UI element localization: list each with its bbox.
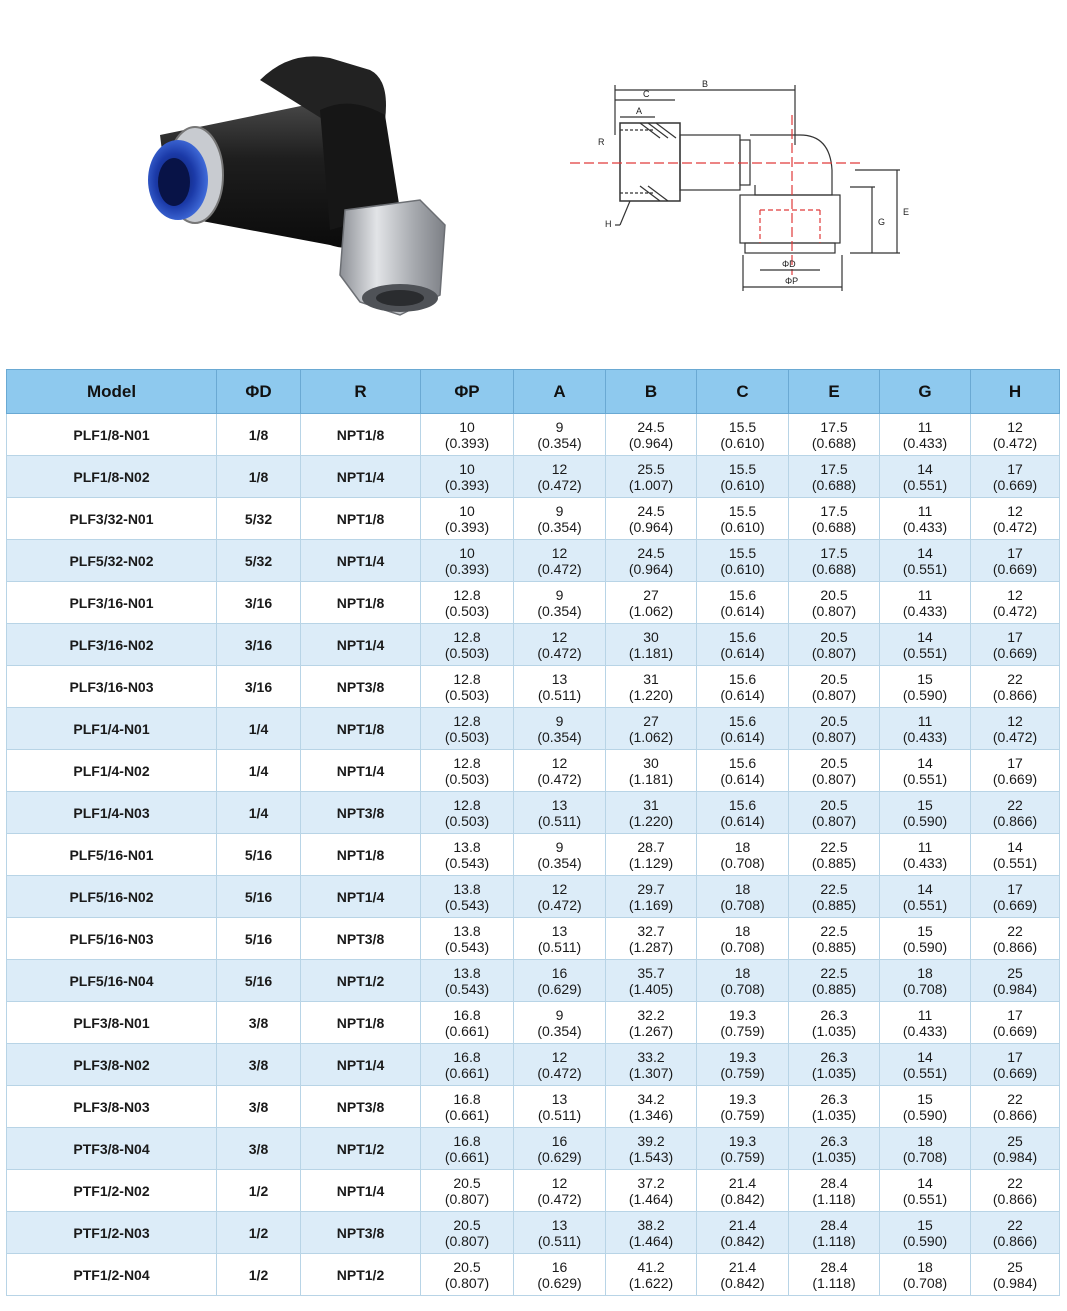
table-cell-dimension: 14 (0.551) [880, 540, 971, 582]
table-cell-dimension: 10 (0.393) [421, 456, 514, 498]
table-cell-dimension: 20.5 (0.807) [421, 1254, 514, 1296]
table-row [7, 1044, 1060, 1086]
table-cell-model: PLF1/8-N02 [7, 456, 217, 498]
table-cell-model: PLF1/4-N02 [7, 750, 217, 792]
table-cell-dimension: 13.8 (0.543) [421, 918, 514, 960]
table-cell-model: PLF5/16-N01 [7, 834, 217, 876]
spec-table [6, 369, 1060, 1296]
table-cell-dimension: 17 (0.669) [971, 1002, 1060, 1044]
table-cell-dimension: 25 (0.984) [971, 1254, 1060, 1296]
table-cell-dimension: 16.8 (0.661) [421, 1086, 514, 1128]
table-cell-thread: NPT1/4 [301, 1044, 421, 1086]
table-cell-dimension: 12 (0.472) [971, 582, 1060, 624]
column-header: B [606, 370, 697, 414]
table-cell-dimension: 15 (0.590) [880, 1086, 971, 1128]
table-cell-dimension: 21.4 (0.842) [697, 1170, 789, 1212]
table-cell-dimension: 15.5 (0.610) [697, 540, 789, 582]
table-cell-dimension: 16.8 (0.661) [421, 1128, 514, 1170]
table-cell-dimension: 17 (0.669) [971, 750, 1060, 792]
table-cell-tube-diameter: 1/8 [217, 414, 301, 456]
table-cell-dimension: 20.5 (0.807) [789, 708, 880, 750]
table-cell-dimension: 14 (0.551) [880, 624, 971, 666]
table-cell-thread: NPT1/4 [301, 624, 421, 666]
table-cell-thread: NPT1/4 [301, 456, 421, 498]
table-cell-dimension: 26.3 (1.035) [789, 1128, 880, 1170]
table-cell-dimension: 34.2 (1.346) [606, 1086, 697, 1128]
table-cell-tube-diameter: 3/16 [217, 582, 301, 624]
table-cell-dimension: 12 (0.472) [514, 540, 606, 582]
table-cell-dimension: 11 (0.433) [880, 708, 971, 750]
table-cell-dimension: 24.5 (0.964) [606, 414, 697, 456]
table-cell-dimension: 15.5 (0.610) [697, 498, 789, 540]
table-cell-dimension: 14 (0.551) [880, 1170, 971, 1212]
table-cell-dimension: 18 (0.708) [697, 834, 789, 876]
table-cell-dimension: 15 (0.590) [880, 1212, 971, 1254]
table-cell-dimension: 32.7 (1.287) [606, 918, 697, 960]
table-cell-model: PLF5/32-N02 [7, 540, 217, 582]
table-cell-dimension: 19.3 (0.759) [697, 1002, 789, 1044]
table-row [7, 1002, 1060, 1044]
table-cell-dimension: 37.2 (1.464) [606, 1170, 697, 1212]
table-cell-thread: NPT1/2 [301, 1254, 421, 1296]
table-cell-thread: NPT1/8 [301, 1002, 421, 1044]
table-cell-dimension: 10 (0.393) [421, 498, 514, 540]
table-cell-dimension: 12.8 (0.503) [421, 666, 514, 708]
table-cell-dimension: 14 (0.551) [880, 456, 971, 498]
table-cell-dimension: 29.7 (1.169) [606, 876, 697, 918]
drawing-label: A [636, 106, 643, 116]
table-cell-dimension: 24.5 (0.964) [606, 540, 697, 582]
table-cell-dimension: 13 (0.511) [514, 792, 606, 834]
table-cell-dimension: 20.5 (0.807) [421, 1170, 514, 1212]
table-cell-thread: NPT3/8 [301, 666, 421, 708]
table-cell-dimension: 22 (0.866) [971, 1170, 1060, 1212]
table-cell-dimension: 20.5 (0.807) [789, 624, 880, 666]
table-cell-dimension: 18 (0.708) [697, 960, 789, 1002]
table-cell-dimension: 20.5 (0.807) [789, 750, 880, 792]
table-cell-dimension: 30 (1.181) [606, 750, 697, 792]
table-cell-model: PLF1/4-N01 [7, 708, 217, 750]
table-cell-dimension: 14 (0.551) [880, 1044, 971, 1086]
table-cell-thread: NPT3/8 [301, 792, 421, 834]
column-header: Model [7, 370, 217, 414]
table-cell-tube-diameter: 1/4 [217, 750, 301, 792]
table-row [7, 1212, 1060, 1254]
drawing-label: E [903, 207, 910, 217]
table-cell-dimension: 12 (0.472) [971, 498, 1060, 540]
table-row [7, 876, 1060, 918]
table-cell-tube-diameter: 1/2 [217, 1212, 301, 1254]
table-cell-tube-diameter: 3/8 [217, 1086, 301, 1128]
drawing-label: ΦP [785, 276, 799, 286]
table-cell-dimension: 32.2 (1.267) [606, 1002, 697, 1044]
drawing-label: H [605, 219, 612, 229]
table-row [7, 834, 1060, 876]
table-cell-tube-diameter: 5/16 [217, 918, 301, 960]
table-cell-dimension: 16.8 (0.661) [421, 1002, 514, 1044]
table-cell-dimension: 18 (0.708) [697, 918, 789, 960]
table-cell-dimension: 22.5 (0.885) [789, 834, 880, 876]
table-cell-dimension: 15 (0.590) [880, 666, 971, 708]
table-cell-dimension: 11 (0.433) [880, 582, 971, 624]
table-cell-model: PLF3/8-N01 [7, 1002, 217, 1044]
table-cell-dimension: 41.2 (1.622) [606, 1254, 697, 1296]
table-row [7, 540, 1060, 582]
table-cell-dimension: 17 (0.669) [971, 624, 1060, 666]
table-cell-dimension: 18 (0.708) [880, 1254, 971, 1296]
table-row [7, 708, 1060, 750]
table-cell-dimension: 15.6 (0.614) [697, 750, 789, 792]
table-row [7, 1254, 1060, 1296]
table-cell-dimension: 19.3 (0.759) [697, 1044, 789, 1086]
column-header: ΦD [217, 370, 301, 414]
table-cell-dimension: 12.8 (0.503) [421, 750, 514, 792]
table-cell-dimension: 9 (0.354) [514, 582, 606, 624]
table-cell-dimension: 17 (0.669) [971, 456, 1060, 498]
table-cell-dimension: 25 (0.984) [971, 1128, 1060, 1170]
table-cell-dimension: 14 (0.551) [880, 750, 971, 792]
table-cell-dimension: 15.5 (0.610) [697, 414, 789, 456]
table-cell-thread: NPT1/8 [301, 834, 421, 876]
table-cell-dimension: 13 (0.511) [514, 666, 606, 708]
table-cell-thread: NPT1/8 [301, 708, 421, 750]
table-cell-dimension: 24.5 (0.964) [606, 498, 697, 540]
table-cell-dimension: 20.5 (0.807) [789, 582, 880, 624]
table-cell-dimension: 12 (0.472) [514, 876, 606, 918]
table-cell-dimension: 22 (0.866) [971, 792, 1060, 834]
table-cell-dimension: 12 (0.472) [514, 1044, 606, 1086]
table-cell-dimension: 13 (0.511) [514, 1086, 606, 1128]
table-cell-dimension: 9 (0.354) [514, 708, 606, 750]
table-cell-dimension: 17.5 (0.688) [789, 456, 880, 498]
drawing-label: C [643, 89, 650, 99]
table-cell-tube-diameter: 3/16 [217, 666, 301, 708]
table-cell-tube-diameter: 3/16 [217, 624, 301, 666]
table-cell-dimension: 15.6 (0.614) [697, 792, 789, 834]
table-cell-thread: NPT1/8 [301, 498, 421, 540]
table-row [7, 918, 1060, 960]
table-cell-dimension: 18 (0.708) [880, 1128, 971, 1170]
table-cell-tube-diameter: 5/16 [217, 960, 301, 1002]
table-cell-dimension: 17 (0.669) [971, 876, 1060, 918]
table-cell-tube-diameter: 1/8 [217, 456, 301, 498]
table-cell-thread: NPT3/8 [301, 918, 421, 960]
table-cell-dimension: 19.3 (0.759) [697, 1128, 789, 1170]
table-cell-thread: NPT1/8 [301, 582, 421, 624]
table-cell-thread: NPT1/4 [301, 1170, 421, 1212]
table-cell-dimension: 10 (0.393) [421, 414, 514, 456]
table-cell-dimension: 33.2 (1.307) [606, 1044, 697, 1086]
table-cell-model: PLF5/16-N04 [7, 960, 217, 1002]
table-cell-dimension: 17.5 (0.688) [789, 414, 880, 456]
table-row [7, 960, 1060, 1002]
table-cell-dimension: 11 (0.433) [880, 498, 971, 540]
table-cell-thread: NPT1/4 [301, 540, 421, 582]
table-cell-dimension: 13.8 (0.543) [421, 834, 514, 876]
table-cell-model: PTF1/2-N04 [7, 1254, 217, 1296]
table-cell-dimension: 20.5 (0.807) [789, 666, 880, 708]
table-body [7, 414, 1060, 1296]
table-cell-dimension: 16 (0.629) [514, 1254, 606, 1296]
table-row [7, 624, 1060, 666]
table-row [7, 1086, 1060, 1128]
table-cell-dimension: 35.7 (1.405) [606, 960, 697, 1002]
table-cell-dimension: 25.5 (1.007) [606, 456, 697, 498]
table-cell-thread: NPT1/8 [301, 414, 421, 456]
table-cell-dimension: 12.8 (0.503) [421, 792, 514, 834]
table-cell-tube-diameter: 5/16 [217, 876, 301, 918]
column-header: C [697, 370, 789, 414]
table-cell-dimension: 31 (1.220) [606, 666, 697, 708]
table-cell-dimension: 18 (0.708) [697, 876, 789, 918]
table-header-row [7, 370, 1060, 414]
table-cell-dimension: 17.5 (0.688) [789, 540, 880, 582]
table-cell-model: PLF3/16-N02 [7, 624, 217, 666]
table-cell-model: PTF3/8-N04 [7, 1128, 217, 1170]
table-cell-dimension: 20.5 (0.807) [421, 1212, 514, 1254]
table-cell-thread: NPT3/8 [301, 1086, 421, 1128]
table-cell-dimension: 15.6 (0.614) [697, 582, 789, 624]
table-cell-dimension: 9 (0.354) [514, 414, 606, 456]
table-cell-thread: NPT1/2 [301, 1128, 421, 1170]
table-cell-tube-diameter: 5/16 [217, 834, 301, 876]
table-cell-model: PLF3/16-N01 [7, 582, 217, 624]
product-photo [100, 40, 520, 330]
drawing-label: ΦD [782, 259, 796, 269]
table-cell-dimension: 15.6 (0.614) [697, 624, 789, 666]
table-cell-dimension: 13 (0.511) [514, 1212, 606, 1254]
table-cell-dimension: 38.2 (1.464) [606, 1212, 697, 1254]
table-cell-model: PLF3/32-N01 [7, 498, 217, 540]
table-cell-dimension: 31 (1.220) [606, 792, 697, 834]
table-cell-dimension: 39.2 (1.543) [606, 1128, 697, 1170]
table-cell-tube-diameter: 1/4 [217, 792, 301, 834]
table-cell-dimension: 21.4 (0.842) [697, 1254, 789, 1296]
table-cell-model: PTF1/2-N03 [7, 1212, 217, 1254]
table-cell-dimension: 22.5 (0.885) [789, 960, 880, 1002]
table-cell-dimension: 12 (0.472) [971, 414, 1060, 456]
table-cell-tube-diameter: 3/8 [217, 1128, 301, 1170]
table-cell-dimension: 15.5 (0.610) [697, 456, 789, 498]
table-cell-dimension: 15.6 (0.614) [697, 666, 789, 708]
table-row [7, 792, 1060, 834]
table-cell-dimension: 28.4 (1.118) [789, 1212, 880, 1254]
table-cell-model: PLF3/16-N03 [7, 666, 217, 708]
table-cell-dimension: 12 (0.472) [514, 456, 606, 498]
table-cell-tube-diameter: 5/32 [217, 498, 301, 540]
table-cell-dimension: 13.8 (0.543) [421, 876, 514, 918]
column-header: ΦP [421, 370, 514, 414]
technical-drawing [560, 75, 940, 305]
table-cell-model: PTF1/2-N02 [7, 1170, 217, 1212]
table-cell-dimension: 21.4 (0.842) [697, 1212, 789, 1254]
table-cell-dimension: 26.3 (1.035) [789, 1086, 880, 1128]
table-cell-dimension: 10 (0.393) [421, 540, 514, 582]
column-header: G [880, 370, 971, 414]
table-cell-dimension: 22 (0.866) [971, 666, 1060, 708]
table-cell-dimension: 14 (0.551) [971, 834, 1060, 876]
table-cell-thread: NPT1/4 [301, 750, 421, 792]
table-cell-thread: NPT1/4 [301, 876, 421, 918]
table-cell-dimension: 17 (0.669) [971, 540, 1060, 582]
table-cell-dimension: 12 (0.472) [514, 624, 606, 666]
table-cell-dimension: 22 (0.866) [971, 1086, 1060, 1128]
drawing-label: R [598, 137, 605, 147]
table-row [7, 498, 1060, 540]
table-cell-dimension: 22 (0.866) [971, 918, 1060, 960]
table-cell-dimension: 14 (0.551) [880, 876, 971, 918]
table-cell-dimension: 12 (0.472) [514, 1170, 606, 1212]
table-cell-dimension: 25 (0.984) [971, 960, 1060, 1002]
table-cell-tube-diameter: 1/4 [217, 708, 301, 750]
table-cell-dimension: 22 (0.866) [971, 1212, 1060, 1254]
table-cell-dimension: 28.7 (1.129) [606, 834, 697, 876]
table-cell-dimension: 28.4 (1.118) [789, 1254, 880, 1296]
column-header: H [971, 370, 1060, 414]
table-cell-dimension: 17 (0.669) [971, 1044, 1060, 1086]
table-cell-dimension: 26.3 (1.035) [789, 1044, 880, 1086]
table-cell-tube-diameter: 1/2 [217, 1254, 301, 1296]
table-cell-dimension: 27 (1.062) [606, 582, 697, 624]
table-row [7, 414, 1060, 456]
table-cell-dimension: 19.3 (0.759) [697, 1086, 789, 1128]
table-row [7, 666, 1060, 708]
table-cell-model: PLF3/8-N02 [7, 1044, 217, 1086]
table-cell-dimension: 15 (0.590) [880, 918, 971, 960]
table-cell-model: PLF1/8-N01 [7, 414, 217, 456]
table-cell-dimension: 11 (0.433) [880, 834, 971, 876]
table-row [7, 582, 1060, 624]
table-cell-model: PLF3/8-N03 [7, 1086, 217, 1128]
column-header: A [514, 370, 606, 414]
table-cell-dimension: 16.8 (0.661) [421, 1044, 514, 1086]
table-cell-dimension: 9 (0.354) [514, 1002, 606, 1044]
table-cell-tube-diameter: 1/2 [217, 1170, 301, 1212]
column-header: R [301, 370, 421, 414]
drawing-label: B [702, 79, 709, 89]
table-cell-dimension: 26.3 (1.035) [789, 1002, 880, 1044]
table-cell-dimension: 12.8 (0.503) [421, 708, 514, 750]
table-cell-dimension: 12.8 (0.503) [421, 624, 514, 666]
table-cell-dimension: 27 (1.062) [606, 708, 697, 750]
table-cell-dimension: 20.5 (0.807) [789, 792, 880, 834]
table-cell-tube-diameter: 3/8 [217, 1044, 301, 1086]
table-cell-tube-diameter: 5/32 [217, 540, 301, 582]
table-cell-model: PLF1/4-N03 [7, 792, 217, 834]
table-cell-dimension: 22.5 (0.885) [789, 918, 880, 960]
table-cell-model: PLF5/16-N02 [7, 876, 217, 918]
table-cell-dimension: 16 (0.629) [514, 960, 606, 1002]
table-cell-dimension: 12.8 (0.503) [421, 582, 514, 624]
table-cell-dimension: 17.5 (0.688) [789, 498, 880, 540]
table-cell-dimension: 30 (1.181) [606, 624, 697, 666]
table-cell-model: PLF5/16-N03 [7, 918, 217, 960]
table-row [7, 1170, 1060, 1212]
table-cell-dimension: 11 (0.433) [880, 414, 971, 456]
table-cell-dimension: 13.8 (0.543) [421, 960, 514, 1002]
table-cell-dimension: 9 (0.354) [514, 834, 606, 876]
table-cell-dimension: 15.6 (0.614) [697, 708, 789, 750]
table-cell-dimension: 22.5 (0.885) [789, 876, 880, 918]
table-cell-dimension: 13 (0.511) [514, 918, 606, 960]
table-cell-dimension: 11 (0.433) [880, 1002, 971, 1044]
drawing-label: G [878, 217, 886, 227]
table-cell-thread: NPT1/2 [301, 960, 421, 1002]
table-cell-dimension: 16 (0.629) [514, 1128, 606, 1170]
table-cell-dimension: 18 (0.708) [880, 960, 971, 1002]
table-cell-dimension: 28.4 (1.118) [789, 1170, 880, 1212]
table-cell-dimension: 15 (0.590) [880, 792, 971, 834]
table-cell-dimension: 12 (0.472) [514, 750, 606, 792]
table-row [7, 1128, 1060, 1170]
table-cell-thread: NPT3/8 [301, 1212, 421, 1254]
table-cell-dimension: 12 (0.472) [971, 708, 1060, 750]
column-header: E [789, 370, 880, 414]
table-row [7, 456, 1060, 498]
table-cell-tube-diameter: 3/8 [217, 1002, 301, 1044]
table-row [7, 750, 1060, 792]
table-cell-dimension: 9 (0.354) [514, 498, 606, 540]
